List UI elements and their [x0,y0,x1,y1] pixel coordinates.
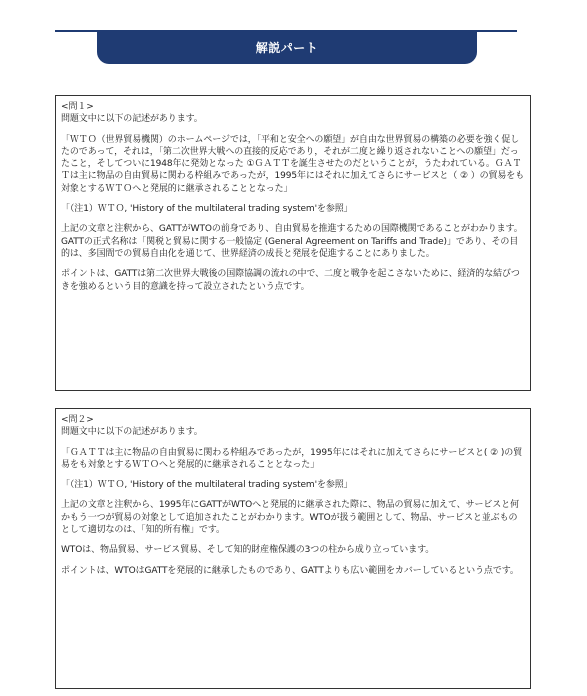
question-1-point: ポイントは、GATTは第二次世界大戦後の国際協調の流れの中で、二度と戦争を起こさないために、経済的な結びつきを強めるという目的意識を持って設立されたという点です。 [61,269,520,292]
question-2-pillars: WTOは、物品貿易、サービス貿易、そして知的財産権保護の3つの柱から成り立っています。 [61,545,435,556]
question-2-point: ポイントは、WTOはGATTを発展的に継承したものであり、GATTよりも広い範囲をカバーしているという点です。 [61,565,519,576]
question-1-label: <問１> [61,102,94,112]
question-2-note: 「（注1）ＷＴＯ, 'History of the multilateral trading system'を参照」 [61,480,353,491]
question-2-quote: 「ＧＡＴＴは主に物品の自由貿易に関わる枠組みであったが，1995年にはそれに加えてさらにサービスと( ② )の貿易をも対象とするＷＴＯへと発展的に継承されることとなった」 [61,447,523,470]
question-2-intro: 問題文中に以下の記述があります。 [61,427,203,438]
section-title: 解説パート [255,40,319,55]
question-1-quote: 「ＷＴＯ（世界貿易機関）のホームページでは，「平和と安全への願望」が自由な世界貿易の構築の必要を強く促したのであって，それは，「第二次世界大戦への直接的反応であり，それが二度と繰り返されないことへの願望」だったこと，そしてついに1948年に発効となった ①ＧＡＴＴを誕生させたのだということが，うたわれている。ＧＡＴＴは主に物品の自由貿易に関わる枠組みであったが，1995年にはそれに加えてさらにサービスと（ ② ）の貿易をも対象とするＷＴＯへと発展的に継承されることとなった」 [61,134,525,194]
question-1-explanation: 上記の文章と注釈から、GATTがWTOの前身であり、自由貿易を推進するための国際機関であることがわかります。GATTの正式名称は「関税と貿易に関する一般協定 (General Agreement on Tariffs and Trade)」であり、その目的は、多国間での貿易自由化を通じて、世界経済の成長と発展を促進することにありました。 [61,224,523,259]
question-2-box [55,408,531,689]
question-2-explanation: 上記の文章と注釈から、1995年にGATTがWTOへと発展的に継承された際に、物品の貿易に加えて、サービスと何かもう一つが貿易の対象として追加されたことがわかります。WTOが扱う範囲として、物品、サービスと並ぶものとして適切なのは、「知的所有権」です。 [61,500,519,536]
question-1-box [55,95,531,391]
question-1-note: 「（注1）ＷＴＯ, 'History of the multilateral trading system'を参照」 [61,204,353,215]
question-1-intro: 問題文中に以下の記述があります。 [61,114,203,125]
question-2-label: <問２> [61,415,94,425]
section-header-tab [97,30,477,64]
